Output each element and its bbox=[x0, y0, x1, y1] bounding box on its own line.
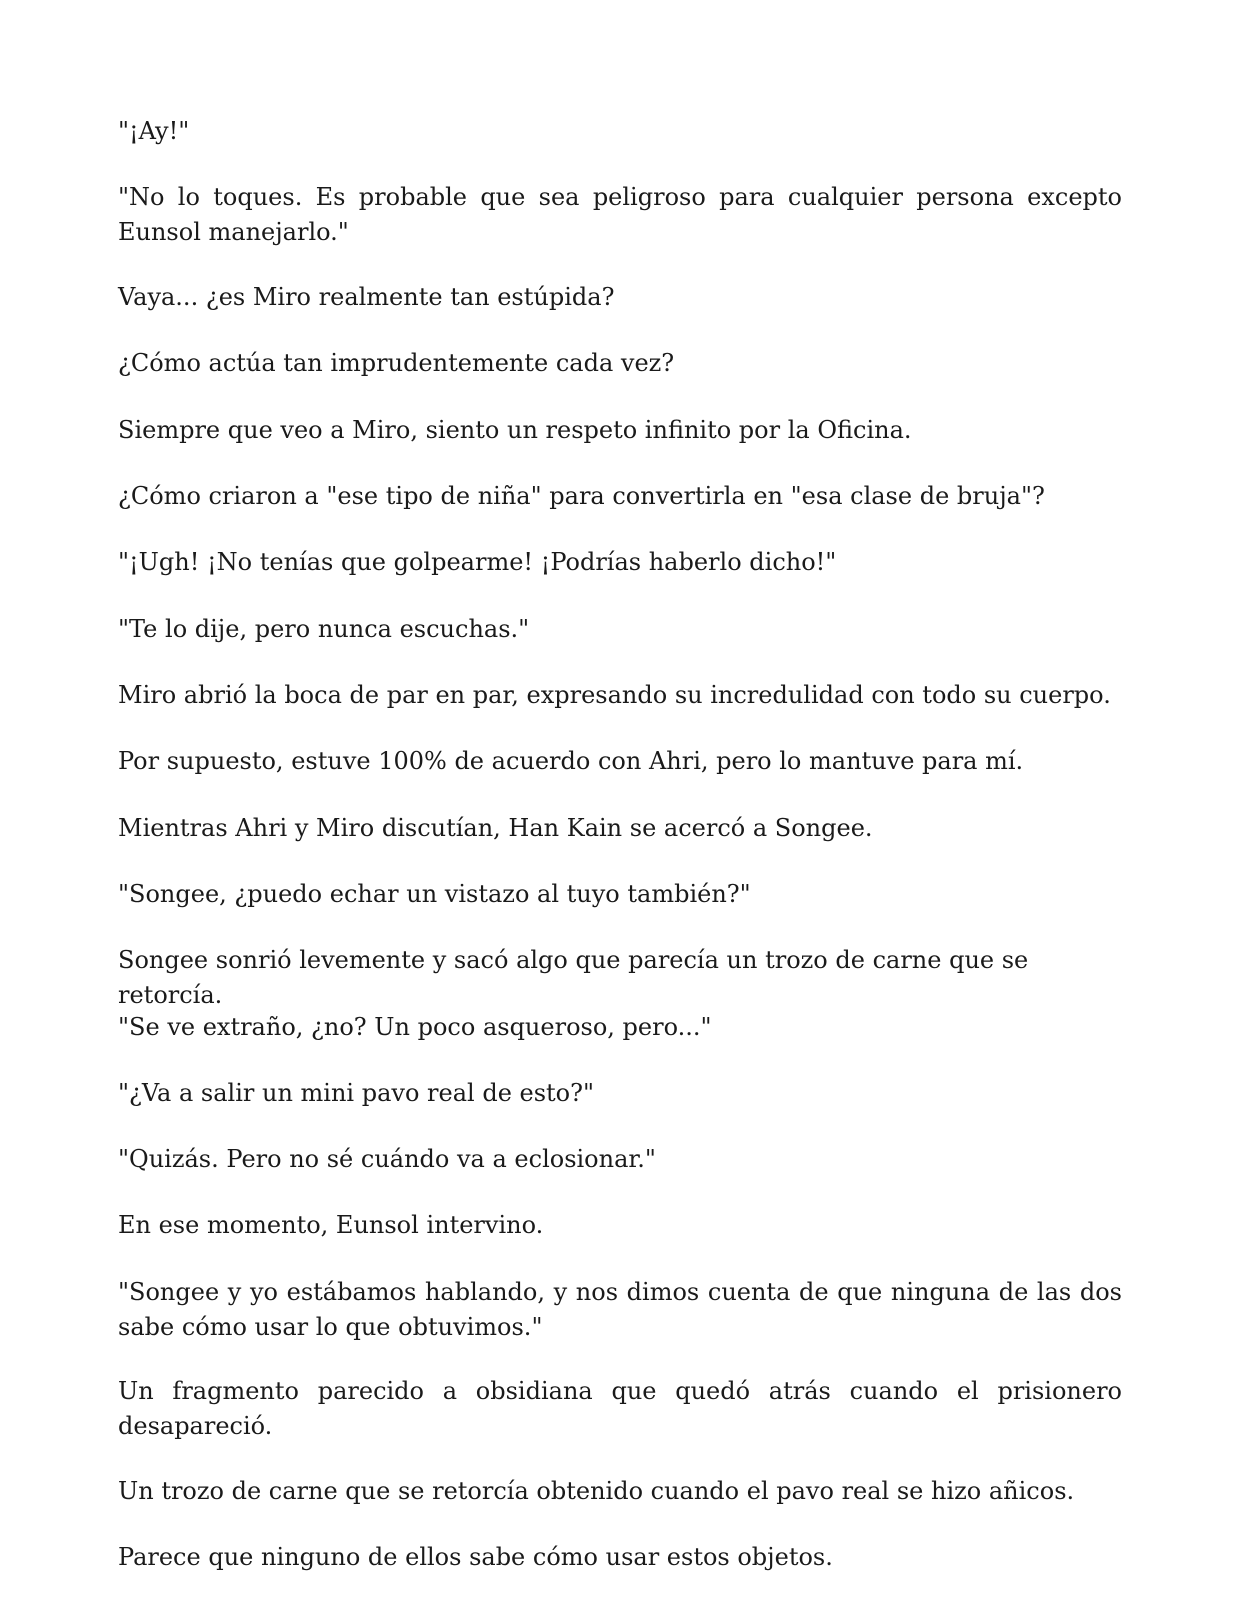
paragraph-16: "Quizás. Pero no sé cuándo va a eclosionar." bbox=[118, 1145, 656, 1173]
paragraph-8: "Te lo dije, pero nunca escuchas." bbox=[118, 615, 530, 643]
paragraph-5: Siempre que veo a Miro, siento un respeto infinito por la Oficina. bbox=[118, 416, 912, 444]
paragraph-3: Vaya... ¿es Miro realmente tan estúpida? bbox=[118, 283, 615, 311]
paragraph-12: "Songee, ¿puedo echar un vistazo al tuyo también?" bbox=[118, 880, 751, 908]
paragraph-19: Un fragmento parecido a obsidiana que quedó atrás cuando el prisionero desapareció. bbox=[118, 1377, 1122, 1440]
paragraph-21: Parece que ninguno de ellos sabe cómo usar estos objetos. bbox=[118, 1543, 833, 1571]
paragraph-1: "¡Ay!" bbox=[118, 117, 190, 145]
paragraph-10: Por supuesto, estuve 100% de acuerdo con Ahri, pero lo mantuve para mí. bbox=[118, 747, 1024, 775]
paragraph-6: ¿Cómo criaron a "ese tipo de niña" para convertirla en "esa clase de bruja"? bbox=[118, 482, 1045, 510]
paragraph-9: Miro abrió la boca de par en par, expresando su incredulidad con todo su cuerpo. bbox=[118, 681, 1111, 709]
paragraph-7: "¡Ugh! ¡No tenías que golpearme! ¡Podrías haberlo dicho!" bbox=[118, 548, 837, 576]
paragraph-2: "No lo toques. Es probable que sea peligroso para cualquier persona excepto Eunsol manejarlo." bbox=[118, 183, 1122, 246]
paragraph-17: En ese momento, Eunsol intervino. bbox=[118, 1211, 544, 1239]
paragraph-13: Songee sonrió levemente y sacó algo que parecía un trozo de carne que se retorcía. bbox=[118, 946, 1029, 1009]
paragraph-14: "Se ve extraño, ¿no? Un poco asqueroso, pero..." bbox=[118, 1013, 712, 1041]
paragraph-20: Un trozo de carne que se retorcía obtenido cuando el pavo real se hizo añicos. bbox=[118, 1477, 1075, 1505]
paragraph-4: ¿Cómo actúa tan imprudentemente cada vez? bbox=[118, 349, 675, 377]
paragraph-11: Mientras Ahri y Miro discutían, Han Kain se acercó a Songee. bbox=[118, 814, 873, 842]
paragraph-15: "¿Va a salir un mini pavo real de esto?" bbox=[118, 1079, 595, 1107]
paragraph-18: "Songee y yo estábamos hablando, y nos dimos cuenta de que ninguna de las dos sabe cómo usar lo que obtuvimos." bbox=[118, 1278, 1122, 1341]
